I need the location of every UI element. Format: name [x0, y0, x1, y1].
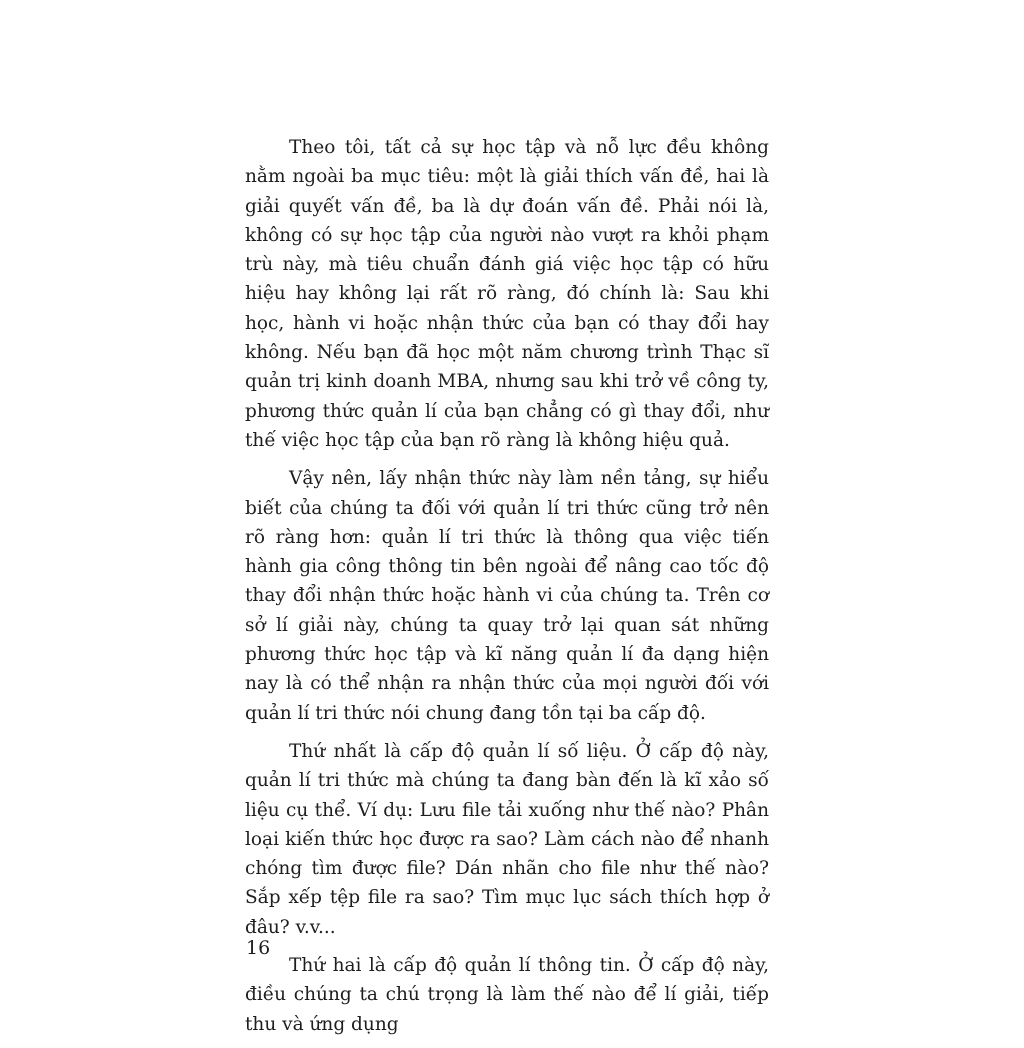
paragraph-2: Vậy nên, lấy nhận thức này làm nền tảng, sự hiểu biết của chúng ta đối với quản lí tri thức cũng trở nên rõ ràng hơn: quản lí tri thức là thông qua việc tiến hành gia công thông tin bên ngoài để nâng cao tốc độ thay đổi nhận thức hoặc hành vi của chúng ta. Trên cơ sở lí giải này, chúng ta quay trở lại quan sát những phương thức học tập và kĩ năng quản lí đa dạng hiện nay là có thể nhận ra nhận thức của mọi người đối với quản lí tri thức nói chung đang tồn tại ba cấp độ. — [245, 468, 769, 724]
page-number: 16 — [246, 937, 271, 959]
paragraph-1: Theo tôi, tất cả sự học tập và nỗ lực đều không nằm ngoài ba mục tiêu: một là giải thích vấn đề, hai là giải quyết vấn đề, ba là dự đoán vấn đề. Phải nói là, không có sự học tập của người nào vượt ra khỏi phạm trù này, mà tiêu chuẩn đánh giá việc học tập có hữu hiệu hay không lại rất rõ ràng, đó chính là: Sau khi học, hành vi hoặc nhận thức của bạn có thay đổi hay không. Nếu bạn đã học một năm chương trình Thạc sĩ quản trị kinh doanh MBA, nhưng sau khi trở về công ty, phương thức quản lí của bạn chẳng có gì thay đổi, như thế việc học tập của bạn rõ ràng là không hiệu quả. — [245, 137, 769, 451]
paragraph-4: Thứ hai là cấp độ quản lí thông tin. Ở cấp độ này, điều chúng ta chú trọng là làm thế nào để lí giải, tiếp thu và ứng dụng — [245, 955, 769, 1035]
body-text — [245, 133, 769, 1048]
paragraph-3: Thứ nhất là cấp độ quản lí số liệu. Ở cấp độ này, quản lí tri thức mà chúng ta đang bàn đến là kĩ xảo số liệu cụ thể. Ví dụ: Lưu file tải xuống như thế nào? Phân loại kiến thức học được ra sao? Làm cách nào để nhanh chóng tìm được file? Dán nhãn cho file như thế nào? Sắp xếp tệp file ra sao? Tìm mục lục sách thích hợp ở đâu? v.v... — [245, 740, 769, 938]
